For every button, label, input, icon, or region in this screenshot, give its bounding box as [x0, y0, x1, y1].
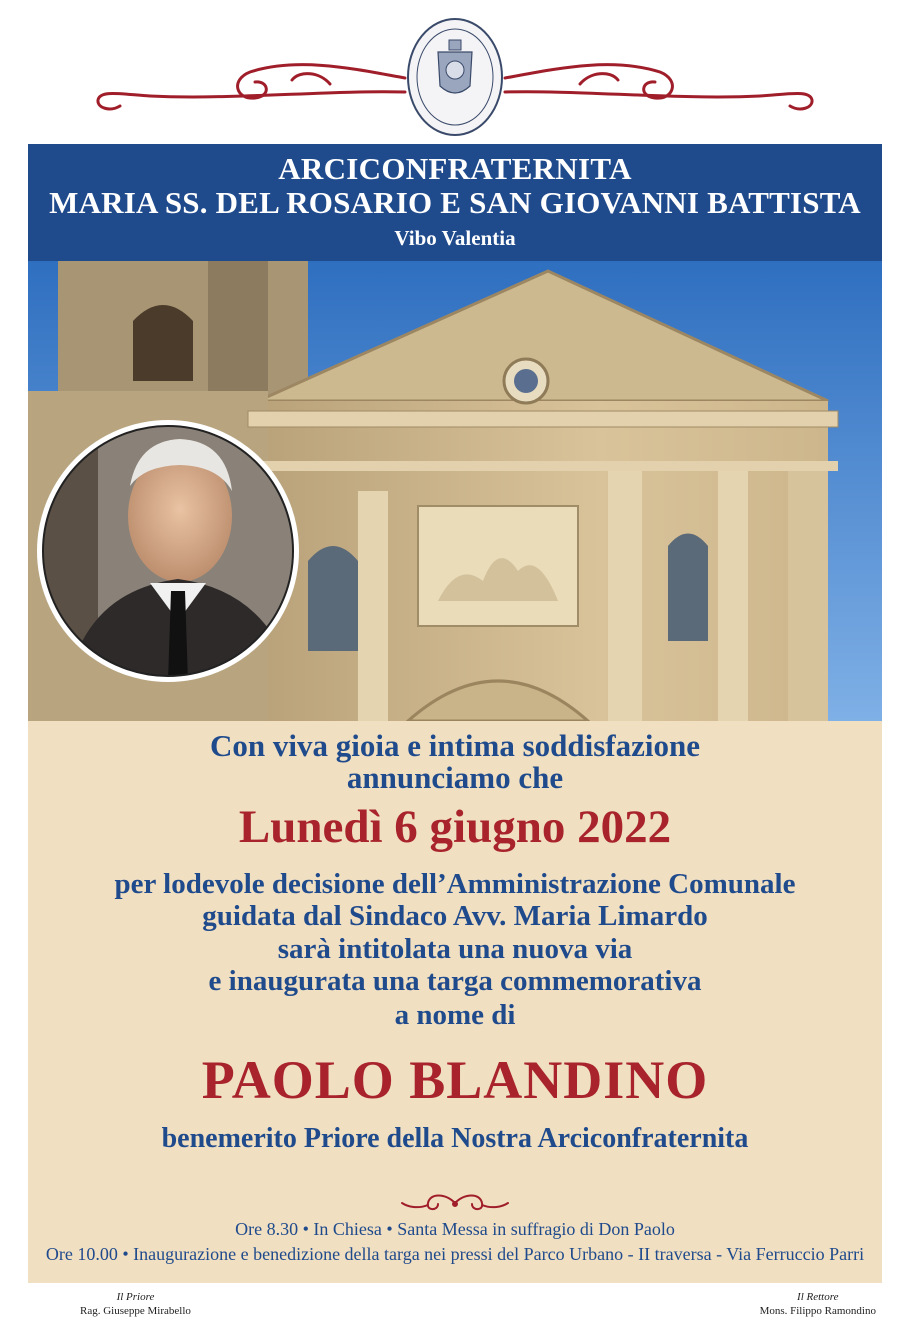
- schedule-item-2: Ore 10.00 • Inaugurazione e benedizione della targa nei pressi del Parco Urbano - II traversa - Via Ferruccio Parri: [45, 1244, 865, 1264]
- announcement-panel: [28, 721, 882, 1283]
- header-city: Vibo Valentia: [394, 226, 516, 250]
- intro-line-1: Con viva gioia e intima soddisfazione: [209, 728, 700, 763]
- signature-right-name: Mons. Filippo Ramondino: [759, 1305, 876, 1317]
- signature-right: [760, 1290, 876, 1318]
- honoree-subtitle: benemerito Priore della Nostra Arciconfraternita: [161, 1123, 749, 1154]
- schedule-item-1: Ore 8.30 • In Chiesa • Santa Messa in suffragio di Don Paolo: [235, 1219, 675, 1239]
- body-line-5: a nome di: [394, 999, 516, 1031]
- body-line-2: guidata dal Sindaco Avv. Maria Limardo: [202, 900, 708, 932]
- body-line-3: sarà intitolata una nuova via: [277, 933, 633, 965]
- divider-ornament: [400, 1191, 510, 1215]
- top-ornament: [0, 0, 910, 145]
- intro-line-2: annunciamo che: [346, 760, 564, 795]
- body-line-1: per lodevole decisione dell’Amministrazione Comunale: [114, 868, 796, 900]
- body-line-4: e inaugurata una targa commemorativa: [208, 965, 702, 997]
- portrait-photo: [37, 420, 299, 682]
- signature-right-role: Il Rettore: [797, 1291, 839, 1303]
- honoree-name: PAOLO BLANDINO: [201, 1050, 709, 1110]
- signature-left: [80, 1290, 191, 1318]
- church-photo: [28, 261, 882, 721]
- header-band: [28, 144, 882, 261]
- signature-left-role: Il Priore: [116, 1291, 155, 1303]
- header-title: ARCICONFRATERNITA: [278, 151, 632, 186]
- seal-logo: [408, 19, 502, 135]
- event-date: Lunedì 6 giugno 2022: [238, 801, 672, 853]
- signature-left-name: Rag. Giuseppe Mirabello: [80, 1305, 191, 1317]
- header-subtitle: MARIA SS. DEL ROSARIO E SAN GIOVANNI BATTISTA: [49, 185, 861, 220]
